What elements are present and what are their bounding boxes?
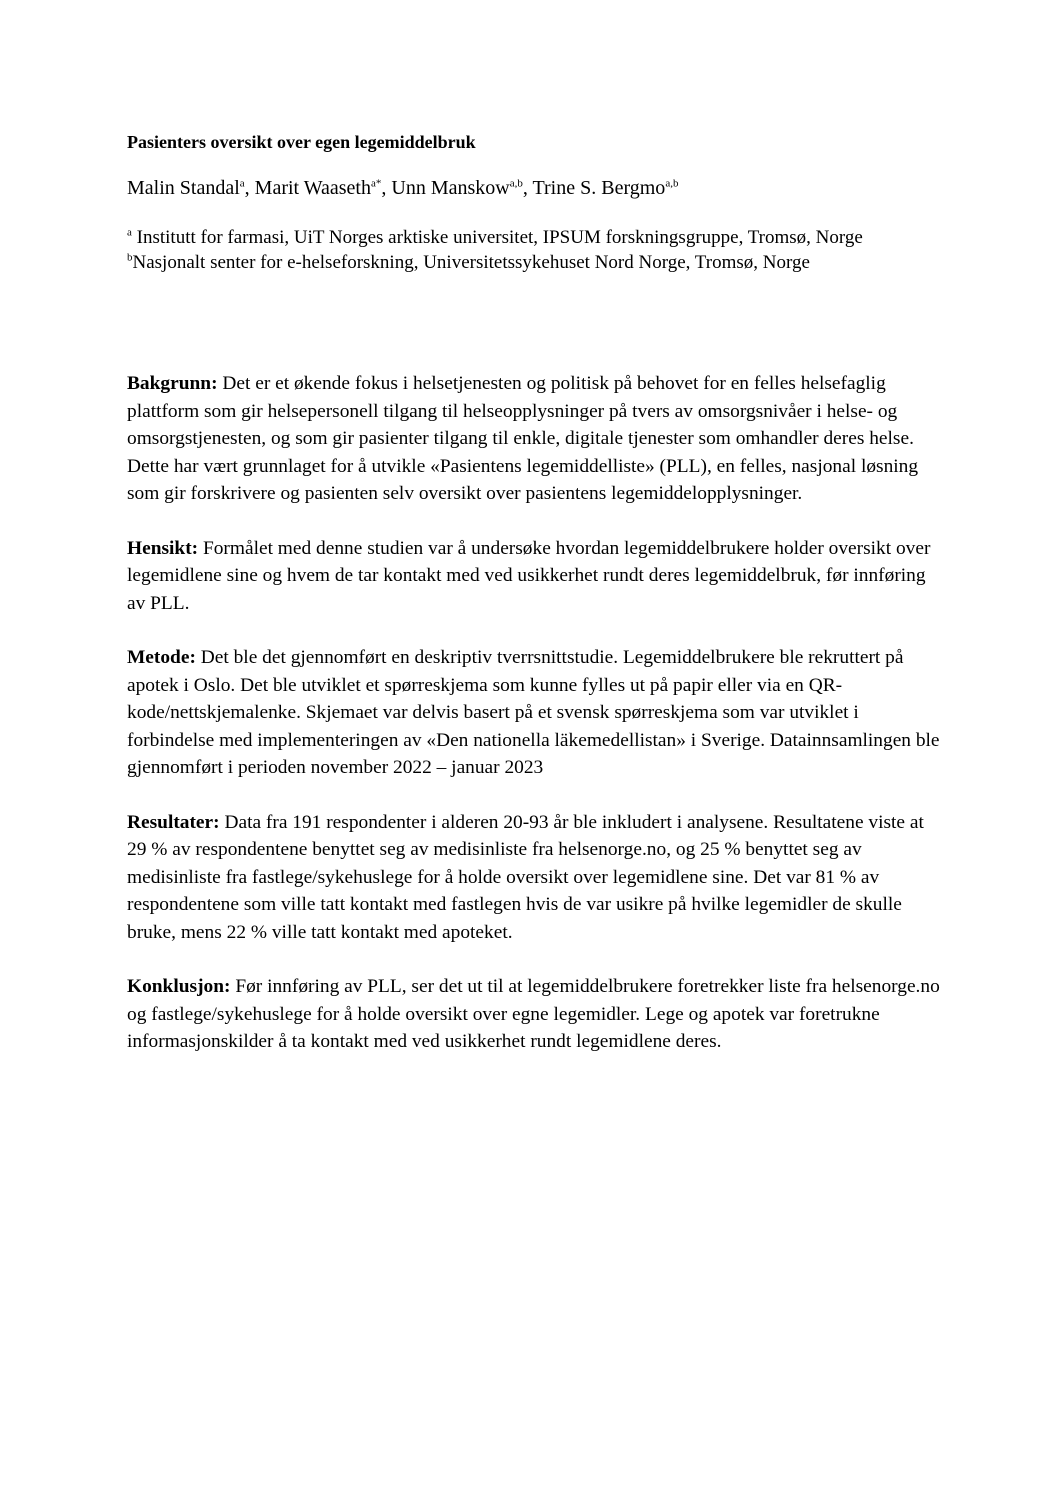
abstract-section-conclusion bbox=[127, 973, 947, 1056]
document-title: Pasienters oversikt over egen legemiddelbruk bbox=[127, 132, 476, 152]
author-affiliation-mark: a* bbox=[370, 177, 382, 190]
section-text: Det ble det gjennomført en deskriptiv tverrsnittstudie. Legemiddelbrukere ble rekruttert på apotek i Oslo. Det ble utviklet et spørreskjema som kunne fylles ut på papir eller via en QR-kode/nettskjemalenke. Skjemaet var delvis basert på et svensk spørreskjema som var utviklet i forbindelse med implementeringen av «Den nationella läkemedellistan» i Sverige. Datainnsamlingen ble gjennomført i perioden november 2022 – januar 2023 bbox=[127, 647, 940, 778]
section-text: Det er et økende fokus i helsetjenesten og politisk på behovet for en felles helsefaglig plattform som gir helsepersonell tilgang til helseopplysninger på tvers av omsorgsnivåer i helse- og omsorgstjenesten, og som gir pasienter tilgang til enkle, digitale tjenester som omhandler deres helse. Dette har vært grunnlaget for å utvikle «Pasientens legemiddelliste» (PLL), en felles, nasjonal løsning som gir forskrivere og pasienten selv oversikt over pasientens legemiddelopplysninger. bbox=[127, 373, 919, 504]
author-list bbox=[127, 175, 678, 201]
author-name: Marit Waaseth bbox=[254, 177, 371, 199]
author-name: Malin Standal bbox=[127, 177, 240, 199]
abstract-section-results bbox=[127, 809, 947, 947]
author-separator: , bbox=[244, 177, 255, 199]
author-affiliation-mark: a,b bbox=[665, 177, 679, 190]
section-text: Data fra 191 respondenter i alderen 20-93 år ble inkludert i analysene. Resultatene viste at 29 % av respondentene benyttet seg av medisinliste fra helsenorge.no, og 25 % benyttet seg av medisinliste fra fastlege/sykehuslege for å holde oversikt over legemidlene sine. Det var 81 % av respondentene som ville tatt kontakt med fastlegen hvis de var usikre på hvilke legemidler de skulle bruke, mens 22 % ville tatt kontakt med apoteket. bbox=[127, 811, 924, 943]
abstract-body bbox=[127, 370, 947, 1083]
section-label: Metode: bbox=[127, 647, 196, 668]
author-name: Trine S. Bergmo bbox=[532, 177, 666, 199]
affiliation-list bbox=[127, 225, 937, 275]
affiliation-text: Institutt for farmasi, UiT Norges arktiske universitet, IPSUM forskningsgruppe, Tromsø, Norge bbox=[131, 227, 863, 248]
abstract-section-background bbox=[127, 370, 947, 508]
author-affiliation-mark: a,b bbox=[509, 177, 523, 190]
affiliation-mark: b bbox=[127, 251, 133, 264]
affiliation-item bbox=[127, 225, 937, 250]
section-label: Konklusjon: bbox=[127, 976, 231, 997]
affiliation-text: Nasjonalt senter for e-helseforskning, Universitetssykehuset Nord Norge, Tromsø, Norge bbox=[132, 252, 810, 273]
affiliation-item bbox=[127, 250, 937, 275]
section-text: Formålet med denne studien var å undersøke hvordan legemiddelbrukere holder oversikt over legemidlene sine og hvem de tar kontakt med ved usikkerhet rundt deres legemiddelbruk, før innføring av PLL. bbox=[127, 537, 931, 614]
section-text: Før innføring av PLL, ser det ut til at legemiddelbrukere foretrekker liste fra helsenorge.no og fastlege/sykehuslege for å holde oversikt over egne legemidler. Lege og apotek var foretrukne informasjonskilder å ta kontakt med ved usikkerhet rundt legemidlene deres. bbox=[127, 976, 940, 1052]
author-separator: , bbox=[381, 177, 392, 199]
author-separator: , bbox=[522, 177, 533, 199]
abstract-section-purpose bbox=[127, 535, 947, 618]
section-label: Resultater: bbox=[127, 811, 220, 833]
author-affiliation-mark: a bbox=[239, 177, 245, 190]
author-name: Unn Manskow bbox=[391, 177, 510, 199]
affiliation-mark: a bbox=[127, 226, 132, 239]
section-label: Hensikt: bbox=[127, 537, 199, 559]
section-label: Bakgrunn: bbox=[127, 373, 218, 394]
abstract-section-method bbox=[127, 644, 947, 782]
